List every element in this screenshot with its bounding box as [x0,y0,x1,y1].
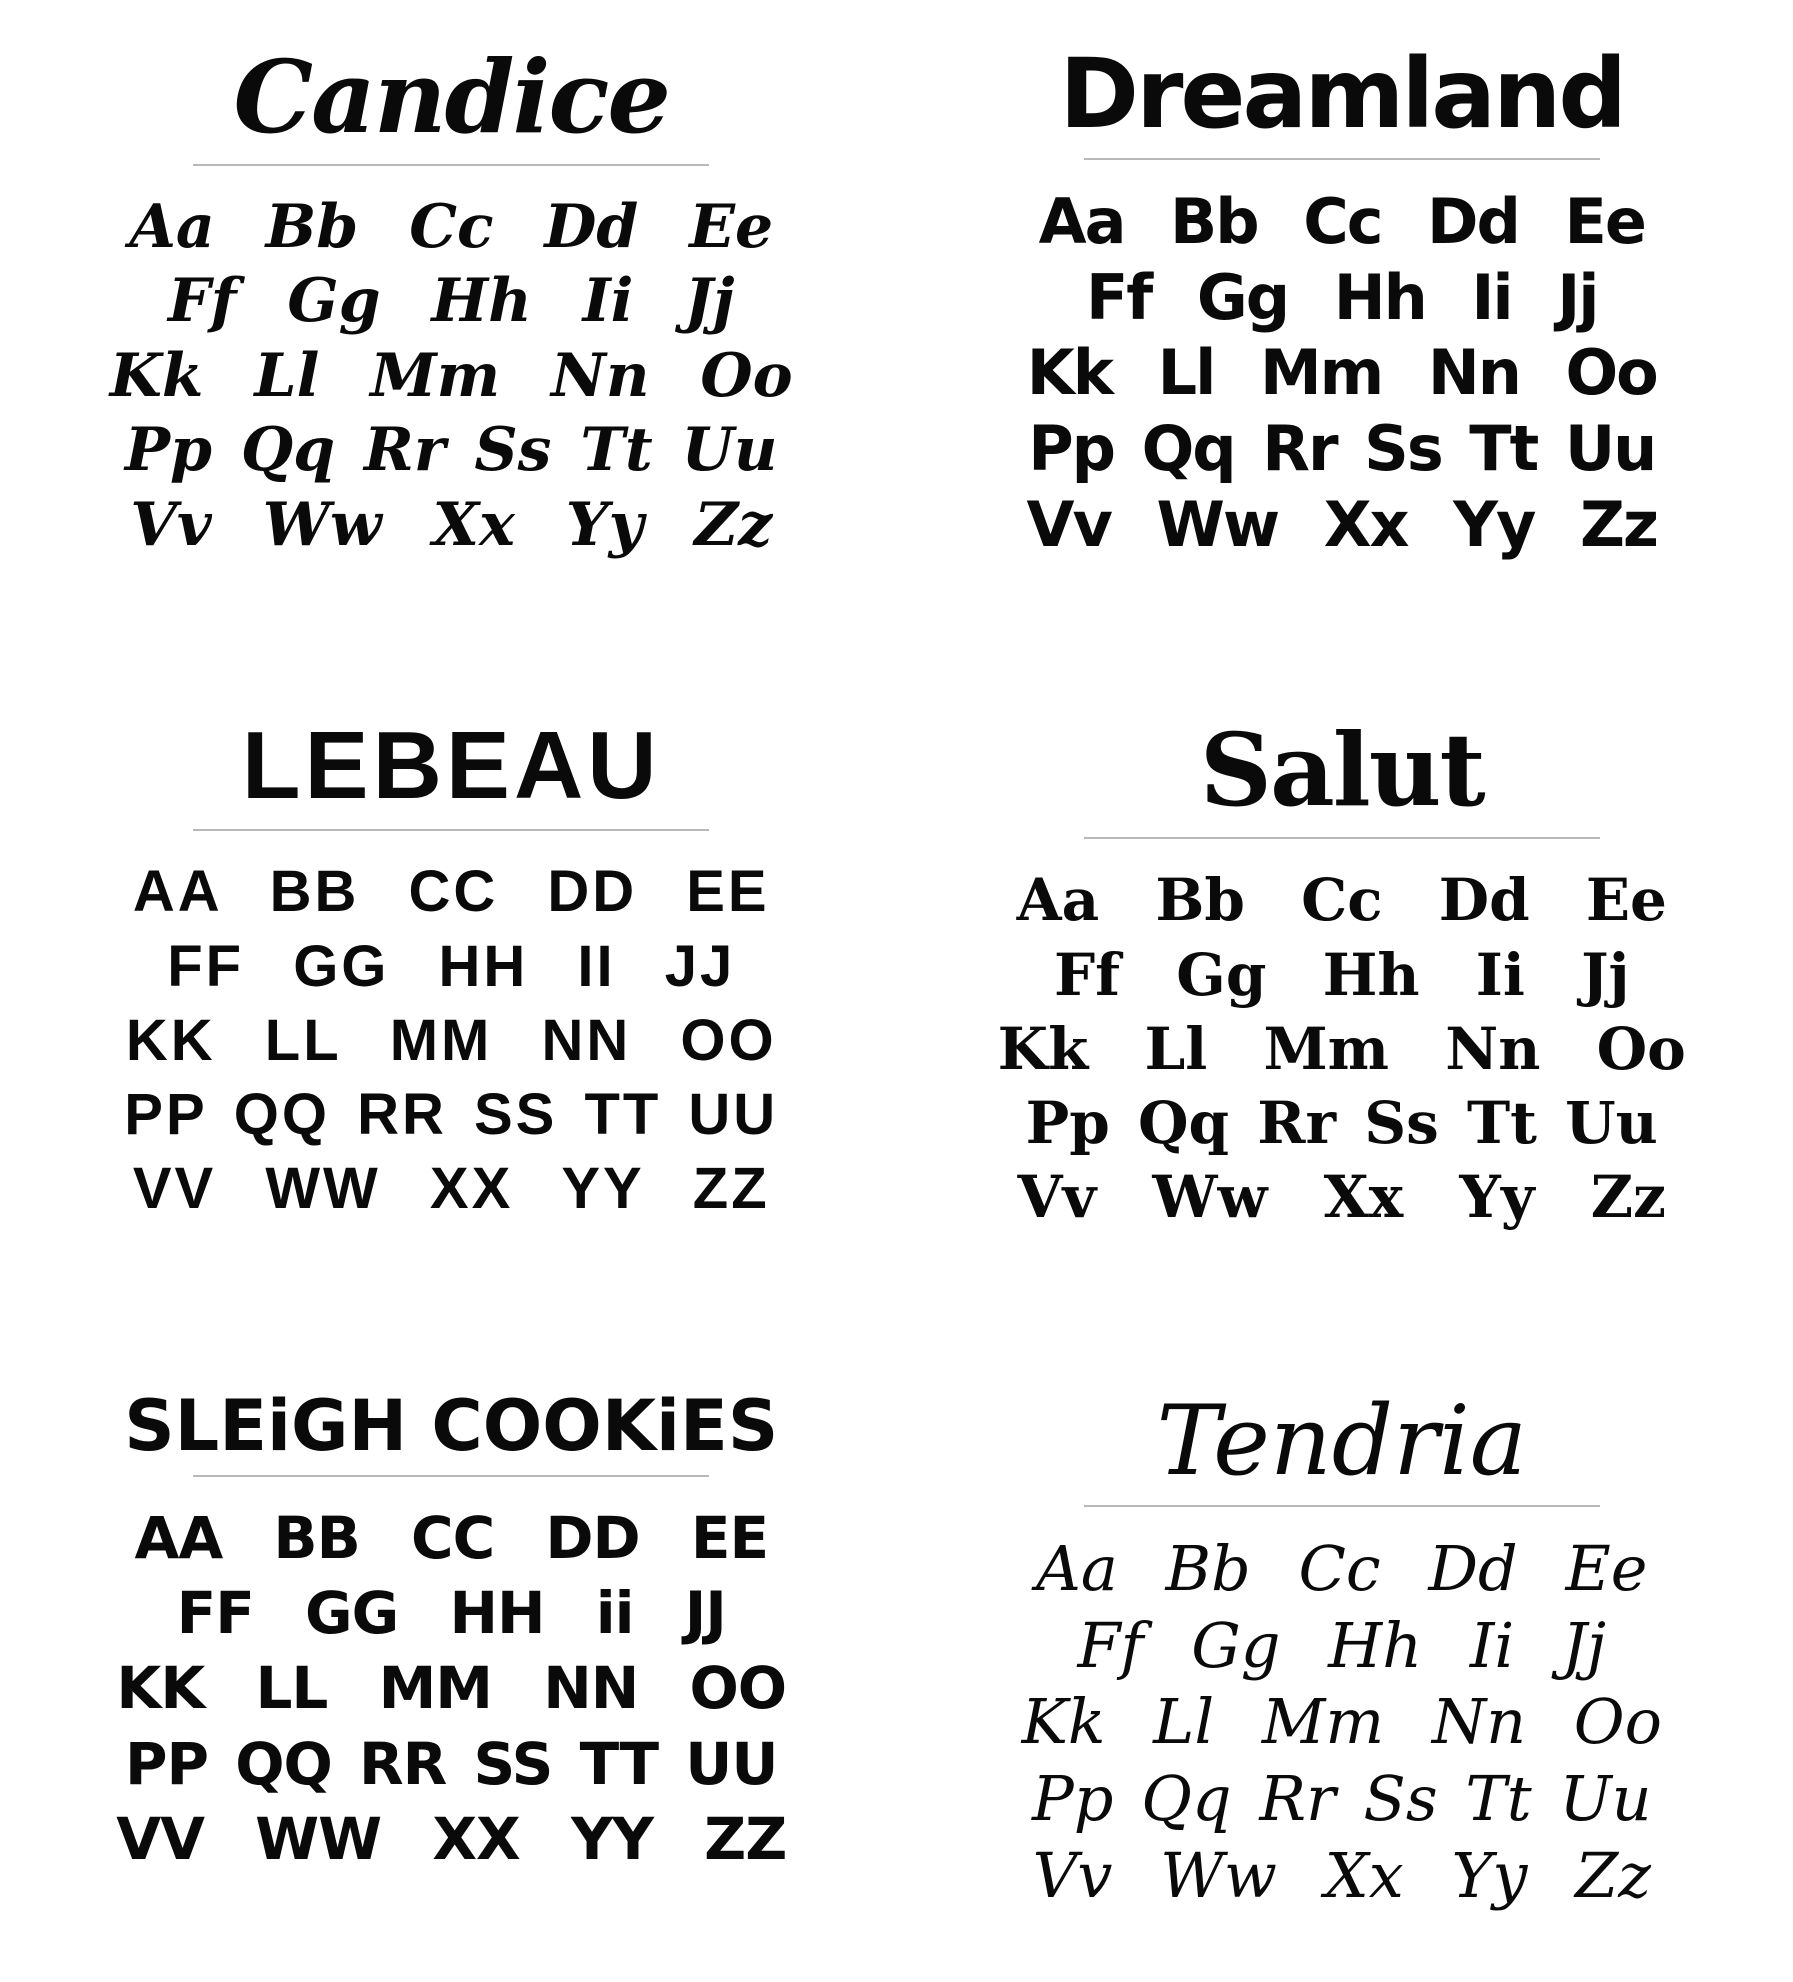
font-specimen-dreamland [897,38,1788,615]
alphabet-row: FF GG HH II JJ [167,933,736,999]
alphabet-row: KK LL MM NN OO [116,1654,787,1723]
title-divider [1084,837,1600,839]
font-title: SLEiGH COOKiES [124,1384,779,1467]
alphabet-row: Ff Gg Hh Ii Jj [168,266,735,337]
font-title: LEBEAU [241,712,661,820]
alphabet-rows [897,184,1788,562]
alphabet-row: KK LL MM NN OO [125,1007,777,1073]
font-specimen-salut [897,711,1788,1288]
alphabet-row: Kk Ll Mm Nn Oo [1021,1685,1662,1759]
alphabet-row: Aa Bb Cc Dd Ee [1016,866,1667,935]
alphabet-row: Kk Ll Mm Nn Oo [997,1014,1686,1083]
title-divider [1084,1505,1600,1507]
alphabet-row: PP QQ RR SS TT UU [124,1729,778,1798]
alphabet-row: AA BB CC DD EE [132,859,770,925]
title-divider [1084,158,1600,160]
alphabet-row: Pp Qq Rr Ss Tt Uu [124,415,778,486]
title-divider [193,164,709,166]
alphabet-row: Vv Ww Xx Yy Zz [1032,1839,1651,1913]
alphabet-row: Vv Ww Xx Yy Zz [1017,1163,1666,1232]
alphabet-row: PP QQ RR SS TT UU [124,1082,779,1148]
font-specimen-sleigh-cookies [6,1385,897,1962]
title-divider [193,829,709,831]
font-title: Candice [233,38,669,156]
font-title: Salut [1199,711,1484,830]
alphabet-row: Kk Ll Mm Nn Oo [109,340,793,411]
alphabet-row: Pp Qq Rr Ss Tt Uu [1025,1089,1658,1158]
alphabet-rows [6,190,897,562]
alphabet-row: Vv Ww Xx Yy Zz [130,489,773,560]
alphabet-row: FF GG HH ii JJ [176,1579,726,1648]
alphabet-row: Aa Bb Cc Dd Ee [1036,1531,1648,1605]
alphabet-row: AA BB CC DD EE [134,1503,769,1572]
alphabet-rows [897,1531,1788,1915]
font-specimen-candice [6,38,897,615]
alphabet-row: Aa Bb Cc Dd Ee [129,192,774,262]
alphabet-row: Ff Gg Hh Ii Jj [1053,940,1630,1009]
alphabet-row: Ff Gg Hh Ii Jj [1085,260,1598,334]
alphabet-row: Vv Ww Xx Yy Zz [1026,487,1658,561]
alphabet-rows [6,855,897,1226]
alphabet-row: Ff Gg Hh Ii Jj [1077,1608,1606,1682]
alphabet-row: Aa Bb Cc Dd Ee [1038,185,1645,258]
title-divider [193,1475,709,1477]
font-specimen-lebeau [6,711,897,1288]
alphabet-row: VV WW XX YY ZZ [132,1156,770,1222]
alphabet-row: Kk Ll Mm Nn Oo [1026,336,1657,410]
alphabet-rows [6,1501,897,1878]
font-specimen-tendria [897,1385,1788,1962]
alphabet-rows [897,863,1788,1234]
font-title: Tendria [1156,1384,1527,1497]
font-title: Dreamland [1059,38,1625,150]
alphabet-row: Pp Qq Rr Ss Tt Uu [1028,411,1656,485]
alphabet-row: Pp Qq Rr Ss Tt Uu [1031,1762,1652,1836]
alphabet-row: VV WW XX YY ZZ [116,1805,787,1874]
